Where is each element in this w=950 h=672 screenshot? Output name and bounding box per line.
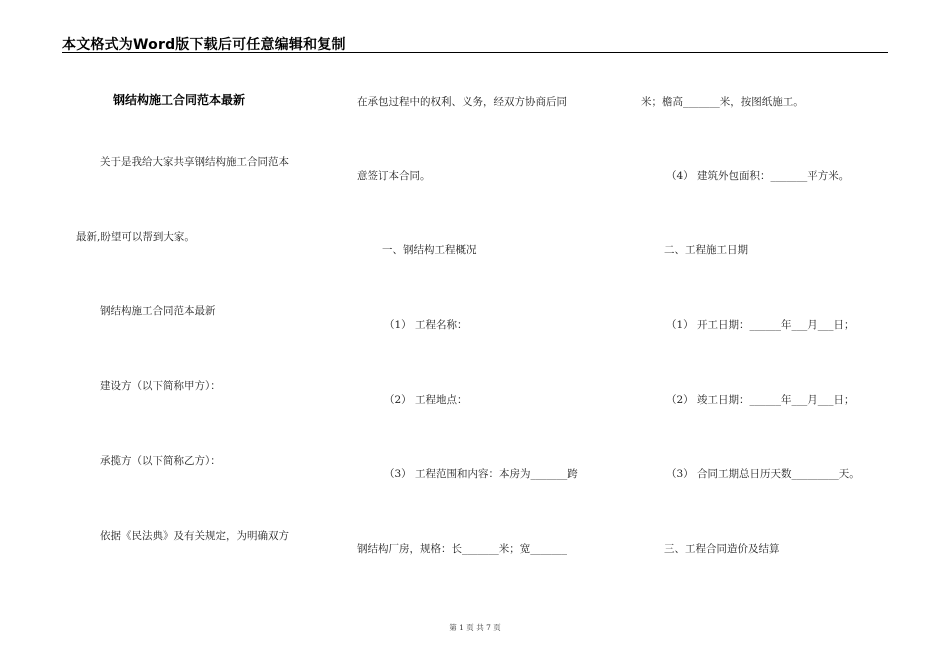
middle-line-2: 意签订本合同。 — [357, 170, 431, 182]
section-2-heading: 二、工程施工日期 — [664, 244, 748, 256]
document-title: 钢结构施工合同范本最新 — [113, 93, 246, 107]
total-days-field: （3） 合同工期总日历天数_________天。 — [666, 468, 860, 480]
eave-height-line: 米；檐高_______米，按图纸施工。 — [641, 96, 804, 108]
intro-line-2: 最新,盼望可以帮到大家。 — [76, 231, 195, 243]
factory-spec-line: 钢结构厂房，规格：长_______米；宽_______ — [357, 543, 567, 555]
header-divider — [62, 52, 888, 53]
start-date-field: （1） 开工日期：______年___月___日； — [666, 319, 855, 331]
project-scope-field: （3） 工程范围和内容：本房为_______跨 — [384, 468, 578, 480]
party-b-line: 承揽方（以下简称乙方）： — [100, 455, 221, 467]
middle-line-1: 在承包过程中的权利、义务，经双方协商后同 — [357, 96, 567, 108]
document-header: 本文格式为Word版下载后可任意编辑和复制 — [62, 37, 346, 53]
intro-line-1: 关于是我给大家共享钢结构施工合同范本 — [100, 156, 289, 168]
legal-basis-line: 依据《民法典》及有关规定，为明确双方 — [100, 530, 289, 542]
party-a-line: 建设方（以下简称甲方）： — [100, 380, 221, 392]
contract-heading: 钢结构施工合同范本最新 — [100, 305, 216, 317]
project-location-field: （2） 工程地点： — [384, 394, 468, 406]
completion-date-field: （2） 竣工日期：______年___月___日； — [666, 394, 855, 406]
project-name-field: （1） 工程名称： — [384, 319, 468, 331]
page-number: 第 1 页 共 7 页 — [449, 623, 501, 632]
section-3-heading: 三、工程合同造价及结算 — [664, 543, 780, 555]
section-1-heading: 一、钢结构工程概况 — [382, 244, 477, 256]
building-area-field: （4） 建筑外包面积：_______平方米。 — [666, 170, 850, 182]
